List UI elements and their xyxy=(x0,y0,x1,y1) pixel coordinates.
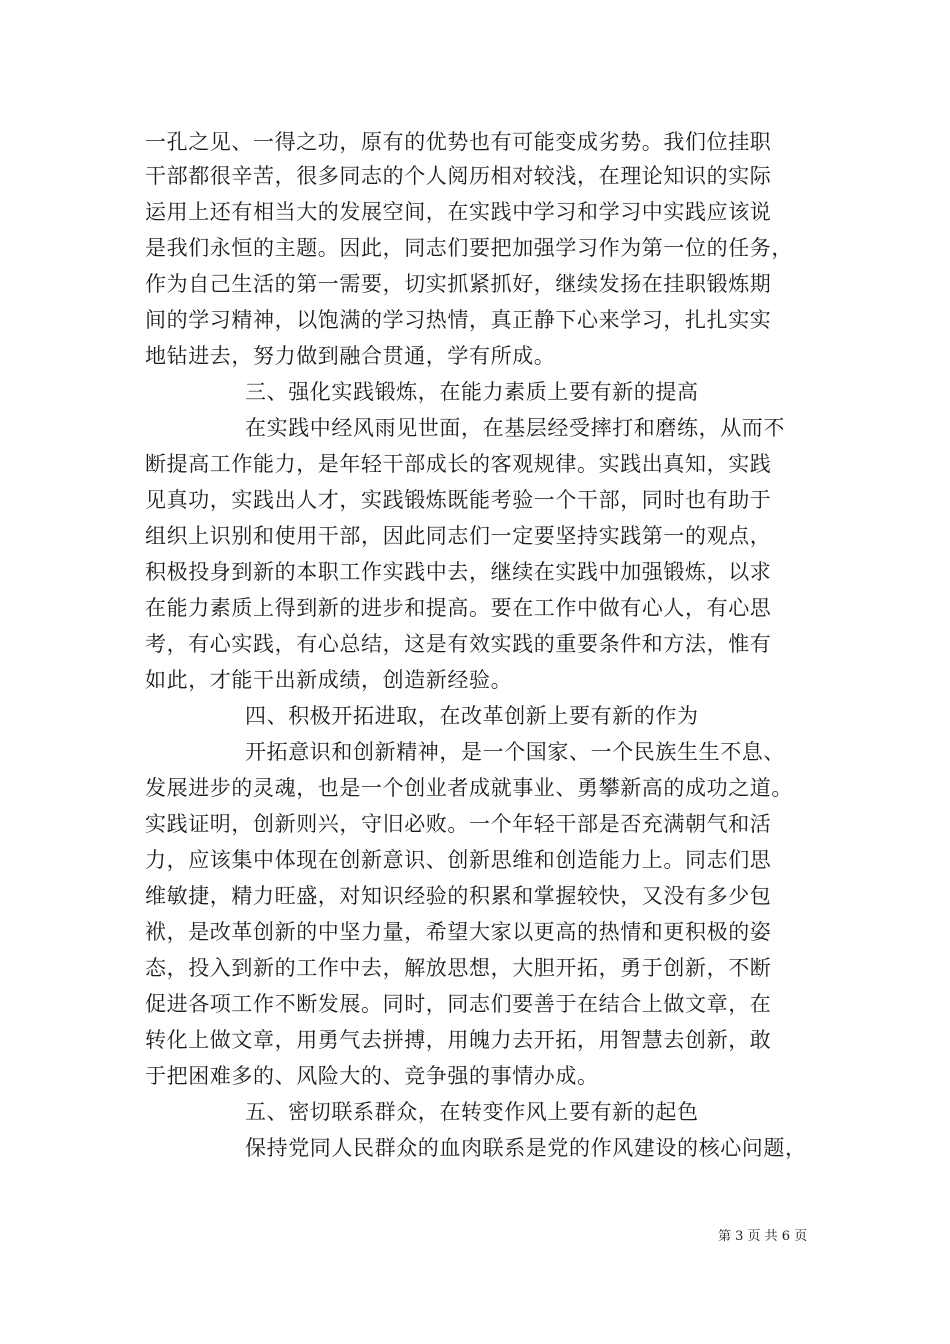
body-text-line: 运用上还有相当大的发展空间，在实践中学习和学习中实践应该说 xyxy=(145,200,772,224)
body-text-line: 保持党同人民群众的血肉联系是党的作风建设的核心问题， xyxy=(245,1136,807,1160)
body-text-line: 态，投入到新的工作中去，解放思想，大胆开拓，勇于创新，不断 xyxy=(145,956,772,980)
body-text-line: 实践证明，创新则兴，守旧必败。一个年轻干部是否充满朝气和活 xyxy=(145,812,772,836)
body-text-line: 在能力素质上得到新的进步和提高。要在工作中做有心人，有心思 xyxy=(145,596,772,620)
body-text-line: 维敏捷，精力旺盛，对知识经验的积累和掌握较快，又没有多少包 xyxy=(145,884,772,908)
body-text-line: 干部都很辛苦，很多同志的个人阅历相对较浅，在理论知识的实际 xyxy=(145,164,772,188)
body-text-line: 在实践中经风雨见世面，在基层经受摔打和磨练，从而不 xyxy=(245,416,785,440)
body-text-line: 断提高工作能力，是年轻干部成长的客观规律。实践出真知，实践 xyxy=(145,452,772,476)
body-text-line: 转化上做文章，用勇气去拼搏，用魄力去开拓，用智慧去创新，敢 xyxy=(145,1028,772,1052)
page-number-footer: 第 3 页 共 6 页 xyxy=(718,1229,808,1244)
body-text-line: 发展进步的灵魂，也是一个创业者成就事业、勇攀新高的成功之道。 xyxy=(145,776,793,800)
body-text-line: 开拓意识和创新精神，是一个国家、一个民族生生不息、 xyxy=(245,740,785,764)
body-text-line: 如此，才能干出新成绩，创造新经验。 xyxy=(145,668,513,692)
section-heading-3: 三、强化实践锻炼，在能力素质上要有新的提高 xyxy=(245,380,699,404)
body-text-line: 于把困难多的、风险大的、竞争强的事情办成。 xyxy=(145,1064,599,1088)
body-text-line: 力，应该集中体现在创新意识、创新思维和创造能力上。同志们思 xyxy=(145,848,772,872)
body-text-line: 袱，是改革创新的中坚力量，希望大家以更高的热情和更积极的姿 xyxy=(145,920,772,944)
body-text-line: 一孔之见、一得之功，原有的优势也有可能变成劣势。我们位挂职 xyxy=(145,130,772,154)
body-text-line: 积极投身到新的本职工作实践中去，继续在实践中加强锻炼，以求 xyxy=(145,560,772,584)
body-text-line: 促进各项工作不断发展。同时，同志们要善于在结合上做文章，在 xyxy=(145,992,772,1016)
body-text-line: 考，有心实践，有心总结，这是有效实践的重要条件和方法，惟有 xyxy=(145,632,772,656)
body-text-line: 间的学习精神，以饱满的学习热情，真正静下心来学习，扎扎实实 xyxy=(145,308,772,332)
body-text-line: 地钻进去，努力做到融合贯通，学有所成。 xyxy=(145,344,556,368)
body-text-line: 组织上识别和使用干部，因此同志们一定要坚持实践第一的观点， xyxy=(145,524,772,548)
section-heading-4: 四、积极开拓进取，在改革创新上要有新的作为 xyxy=(245,704,699,728)
body-text-line: 作为自己生活的第一需要，切实抓紧抓好，继续发扬在挂职锻炼期 xyxy=(145,272,772,296)
body-text-line: 是我们永恒的主题。因此，同志们要把加强学习作为第一位的任务， xyxy=(145,236,793,260)
section-heading-5: 五、密切联系群众，在转变作风上要有新的起色 xyxy=(245,1100,699,1124)
body-text-line: 见真功，实践出人才，实践锻炼既能考验一个干部，同时也有助于 xyxy=(145,488,772,512)
